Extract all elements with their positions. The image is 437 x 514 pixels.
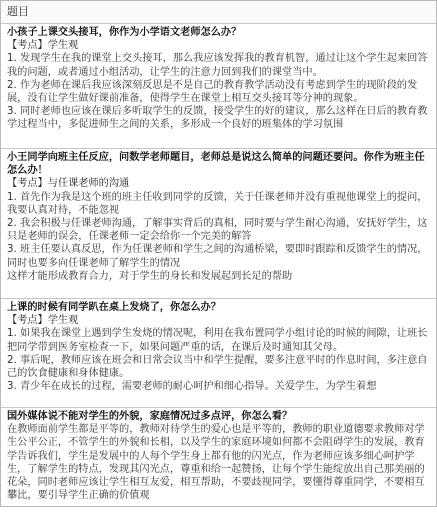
answer-line: 2. 作为老师在课后我应该深刻反思是不是自己的教育教学活动没有考虑到学生的现阶段的发展，没有让学生做好课前准备，使得学生在课堂上相互交头接耳等分神的现象。 xyxy=(7,79,418,105)
answer-line: 1. 发现学生在我的课堂上交头接耳，那么我应该发挥我的教育机智，通过让这个学生起来回答我的问题，或者通过小组活动，让学生的注意力回到我们的课堂当中。 xyxy=(7,53,428,78)
exam-point-tag: 【考点】学生观 xyxy=(7,40,79,52)
question-cell-4 xyxy=(1,408,436,514)
exam-point-tag: 【考点】与任课老师的沟通 xyxy=(7,178,130,190)
exam-point-tag: 【考点】学生观 xyxy=(7,315,79,327)
question-title: 小王同学向班主任反应，问数学老师题目，老师总是说这么简单的问题还要问。你作为班主任怎么办！ xyxy=(7,152,425,177)
question-title: 上课的时候有同学趴在桌上发烧了，你怎么办？ xyxy=(7,302,221,313)
answer-line: 2. 事后呢，教师应该在班会和日常会议当中和学生提醒，要多注意平时的作息时间，多注意自己的饮食健康和身体健康。 xyxy=(7,354,428,380)
answer-line: 2. 我会积极与任课老师沟通，了解事实背后的真相，同时要与学生耐心沟通，安抚好学生，这只是老师的误会，任课老师一定会给你一个完美的解答 xyxy=(7,218,428,243)
question-cell-2 xyxy=(1,149,436,299)
answer-line: 3. 青少年在成长的过程，需要老师的耐心呵护和细心指导。关爱学生，为学生着想 xyxy=(7,381,377,393)
answer-line: 1. 首先作为我是这个班的班主任收到同学的反馈，关于任课老师并没有重视他课堂上的提问，我要认真对待，不能忽视 xyxy=(7,191,428,216)
answer-line: 3. 同时老师也应该在课后多听取学生的反馈，接受学生的好的建议，那么这样在日后的教育教学过程当中，多促进师生之间的关系，多形成一个良好的班集体的学习氛围 xyxy=(7,106,428,131)
header-title: 题目 xyxy=(7,5,29,18)
answer-line: 在教师面前学生都是平等的，教师对待学生的爱心也是平等的，教师的职业道德要求教师对学生公平公正，不管学生的外貌和长相，以及学生的家庭环境如何都不会阻碍学生的发展，教育学告诉我们，学生是发展中的人每个学生身上都有他的闪光点，作为老师应该多细心呵护学生，了解学生的特点，发现其闪光点，尊重和给一起赞扬，让每个学生能绽放出自己那美丽的花朵，同时老师应该让学生相互友爱，相互帮助，不要歧视同学，要懂得尊重同学，不要相互攀比，要引导学生正确的价值观 xyxy=(7,424,425,502)
answer-line: 3. 班主任要认真反思，作为任课老师和学生之间的沟通桥梁，要即时跟踪和反馈学生的情况，同时也要多向任课老师了解学生的情况 xyxy=(7,244,428,269)
answer-line: 这样才能形成教育合力，对于学生的身长和发展起到长足的帮助 xyxy=(7,270,293,282)
question-title: 小孩子上课交头接耳，你作为小学语文老师怎么办？ xyxy=(7,27,242,38)
question-title: 国外媒体说不能对学生的外貌，家庭情况过多点评，你怎么看？ xyxy=(7,411,293,422)
table-header xyxy=(1,1,436,24)
answer-line: 1. 如果我在课堂上遇到学生发烧的情况呢，利用在我布置同学小组讨论的时候的间隙，让班长把同学带到医务室检查一下，如果问题严重的话，在课后及时通知其父母。 xyxy=(7,328,428,353)
question-cell-3 xyxy=(1,299,436,408)
question-cell-1 xyxy=(1,24,436,149)
